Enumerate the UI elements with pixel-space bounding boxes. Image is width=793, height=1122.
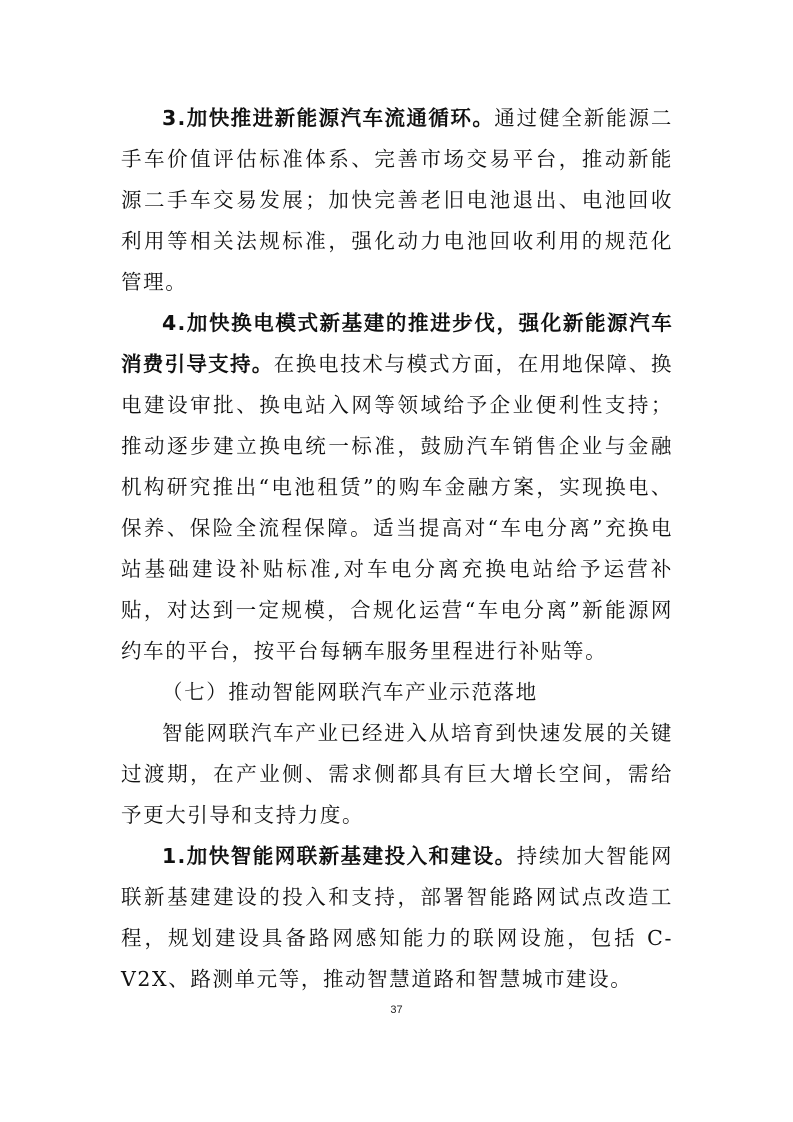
paragraph-battery-swap xyxy=(121,303,673,672)
section-heading: （七）推动智能网联汽车产业示范落地 xyxy=(162,680,538,704)
paragraph-new-infrastructure xyxy=(121,836,673,1000)
paragraph-ev-circulation xyxy=(121,98,673,303)
paragraph-body: 持续加大智能网联新基建建设的投入和支持，部署智能路网试点改造工程，规划建设具备路网感知能力的联网设施，包括 C-V2X、路测单元等，推动智慧道路和智慧城市建设。 xyxy=(121,844,674,991)
page-content xyxy=(121,98,673,1000)
paragraph-lead: 4.加快换电模式新基建的推进步伐，强化新能源汽车消费引导支持。 xyxy=(121,311,673,376)
paragraph-lead: 3.加快推进新能源汽车流通循环。 xyxy=(162,106,495,130)
paragraph-intelligent-connected-intro: 智能网联汽车产业已经进入从培育到快速发展的关键过渡期，在产业侧、需求侧都具有巨大增长空间，需给予更大引导和支持力度。 xyxy=(121,721,673,827)
paragraph-body: 在换电技术与模式方面，在用地保障、换电建设审批、换电站入网等领域给予企业便利性支持；推动逐步建立换电统一标准，鼓励汽车销售企业与金融机构研究推出“电池租赁”的购车金融方案，实现换电、保养、保险全流程保障。适当提高对“车电分离”充换电站基础建设补贴标准,对车电分离充换电站给予运营补贴，对达到一定规模，合规化运营“车电分离”新能源网约车的平台，按平台每辆车服务里程进行补贴等。 xyxy=(121,352,673,663)
paragraph-body: 通过健全新能源二手车价值评估标准体系、完善市场交易平台，推动新能源二手车交易发展；加快完善老旧电池退出、电池回收利用等相关法规标准，强化动力电池回收利用的规范化管理。 xyxy=(121,106,673,294)
page-number: 37 xyxy=(390,1004,403,1016)
paragraph-lead: 1.加快智能网联新基建投入和建设。 xyxy=(162,844,517,868)
